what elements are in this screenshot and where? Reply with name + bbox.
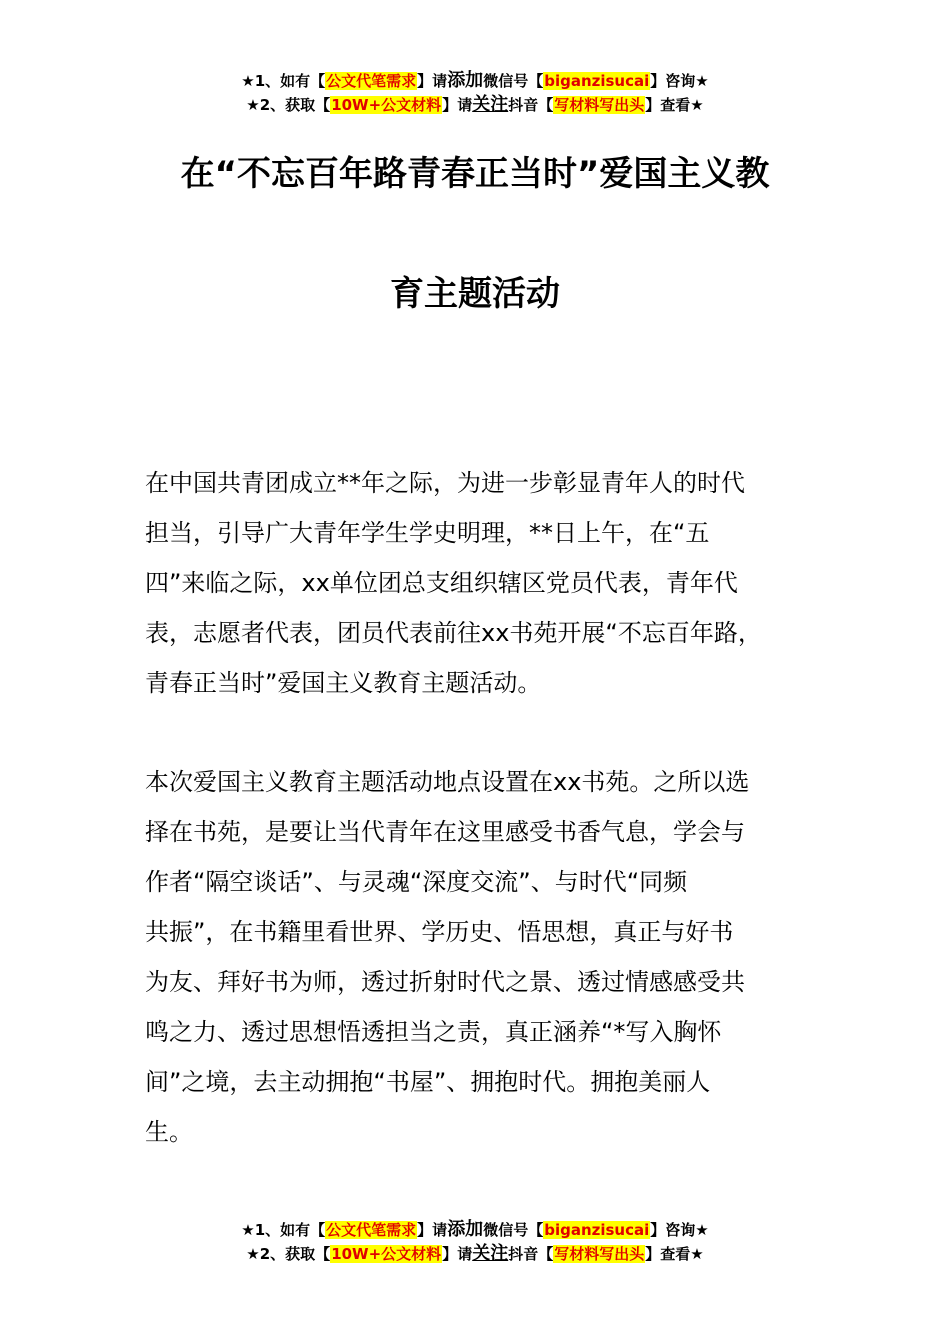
- paragraph-line: 青春正当时”爱国主义教育主题活动。: [145, 669, 542, 697]
- banner-text: 】查看★: [645, 96, 704, 114]
- banner-text: ★1、如有【: [241, 1221, 326, 1239]
- highlight-wechat-id: biganzisucai: [544, 1221, 650, 1239]
- paragraph-line: 鸣之力、透过思想悟透担当之责，真正涵养“*写入胸怀: [145, 1018, 722, 1046]
- paragraph-line: 为友、拜好书为师，透过折射时代之景、透过情感感受共: [145, 968, 745, 996]
- highlight-service: 公文代笔需求: [326, 1221, 417, 1239]
- banner-line-2: [0, 1242, 950, 1266]
- banner-text: 】请: [417, 1221, 448, 1239]
- footer-banner: [0, 1218, 950, 1266]
- banner-emphasis: 关注: [472, 94, 509, 115]
- banner-text: ★1、如有【: [241, 72, 326, 90]
- highlight-materials: 10W+公文材料: [331, 1245, 442, 1263]
- header-banner: [0, 69, 950, 117]
- paragraph-line: 作者“隔空谈话”、与灵魂“深度交流”、与时代“同频: [145, 868, 688, 896]
- banner-line-1: [0, 1218, 950, 1242]
- paragraph-line: 间”之境，去主动拥抱“书屋”、拥抱时代。拥抱美丽人: [145, 1068, 711, 1096]
- banner-text: 抖音【: [508, 96, 554, 114]
- banner-text: 】请: [417, 72, 448, 90]
- body-paragraph-1: [145, 458, 835, 708]
- banner-text: 微信号【: [483, 72, 544, 90]
- paragraph-line: 表，志愿者代表，团员代表前往xx书苑开展“不忘百年路，: [145, 619, 762, 647]
- paragraph-line: 择在书苑，是要让当代青年在这里感受书香气息，学会与: [145, 818, 745, 846]
- highlight-wechat-id: biganzisucai: [544, 72, 650, 90]
- body-paragraph-2: [145, 757, 835, 1157]
- paragraph-line: 生。: [145, 1118, 193, 1146]
- banner-text: 】请: [442, 96, 473, 114]
- paragraph-line: 四”来临之际，xx单位团总支组织辖区党员代表，青年代: [145, 569, 738, 597]
- document-title-line-1: 在“不忘百年路青春正当时”爱国主义教: [180, 154, 770, 194]
- paragraph-line: 共振”，在书籍里看世界、学历史、悟思想，真正与好书: [145, 918, 734, 946]
- highlight-douyin: 写材料写出头: [554, 96, 645, 114]
- highlight-materials: 10W+公文材料: [331, 96, 442, 114]
- banner-text: 微信号【: [483, 1221, 544, 1239]
- banner-text: ★2、获取【: [246, 1245, 331, 1263]
- banner-text: ★2、获取【: [246, 96, 331, 114]
- highlight-douyin: 写材料写出头: [554, 1245, 645, 1263]
- banner-line-2: [0, 93, 950, 117]
- paragraph-line: 在中国共青团成立**年之际，为进一步彰显青年人的时代: [145, 469, 745, 497]
- highlight-service: 公文代笔需求: [326, 72, 417, 90]
- document-title-line-2: 育主题活动: [390, 274, 560, 314]
- banner-text: 】咨询★: [650, 72, 709, 90]
- banner-text: 】查看★: [645, 1245, 704, 1263]
- banner-emphasis: 添加: [447, 70, 484, 91]
- paragraph-line: 担当，引导广大青年学生学史明理，**日上午，在“五: [145, 519, 710, 547]
- banner-text: 抖音【: [508, 1245, 554, 1263]
- banner-text: 】咨询★: [650, 1221, 709, 1239]
- banner-line-1: [0, 69, 950, 93]
- banner-emphasis: 添加: [447, 1219, 484, 1240]
- banner-text: 】请: [442, 1245, 473, 1263]
- paragraph-line: 本次爱国主义教育主题活动地点设置在xx书苑。之所以选: [145, 768, 750, 796]
- banner-emphasis: 关注: [472, 1243, 509, 1264]
